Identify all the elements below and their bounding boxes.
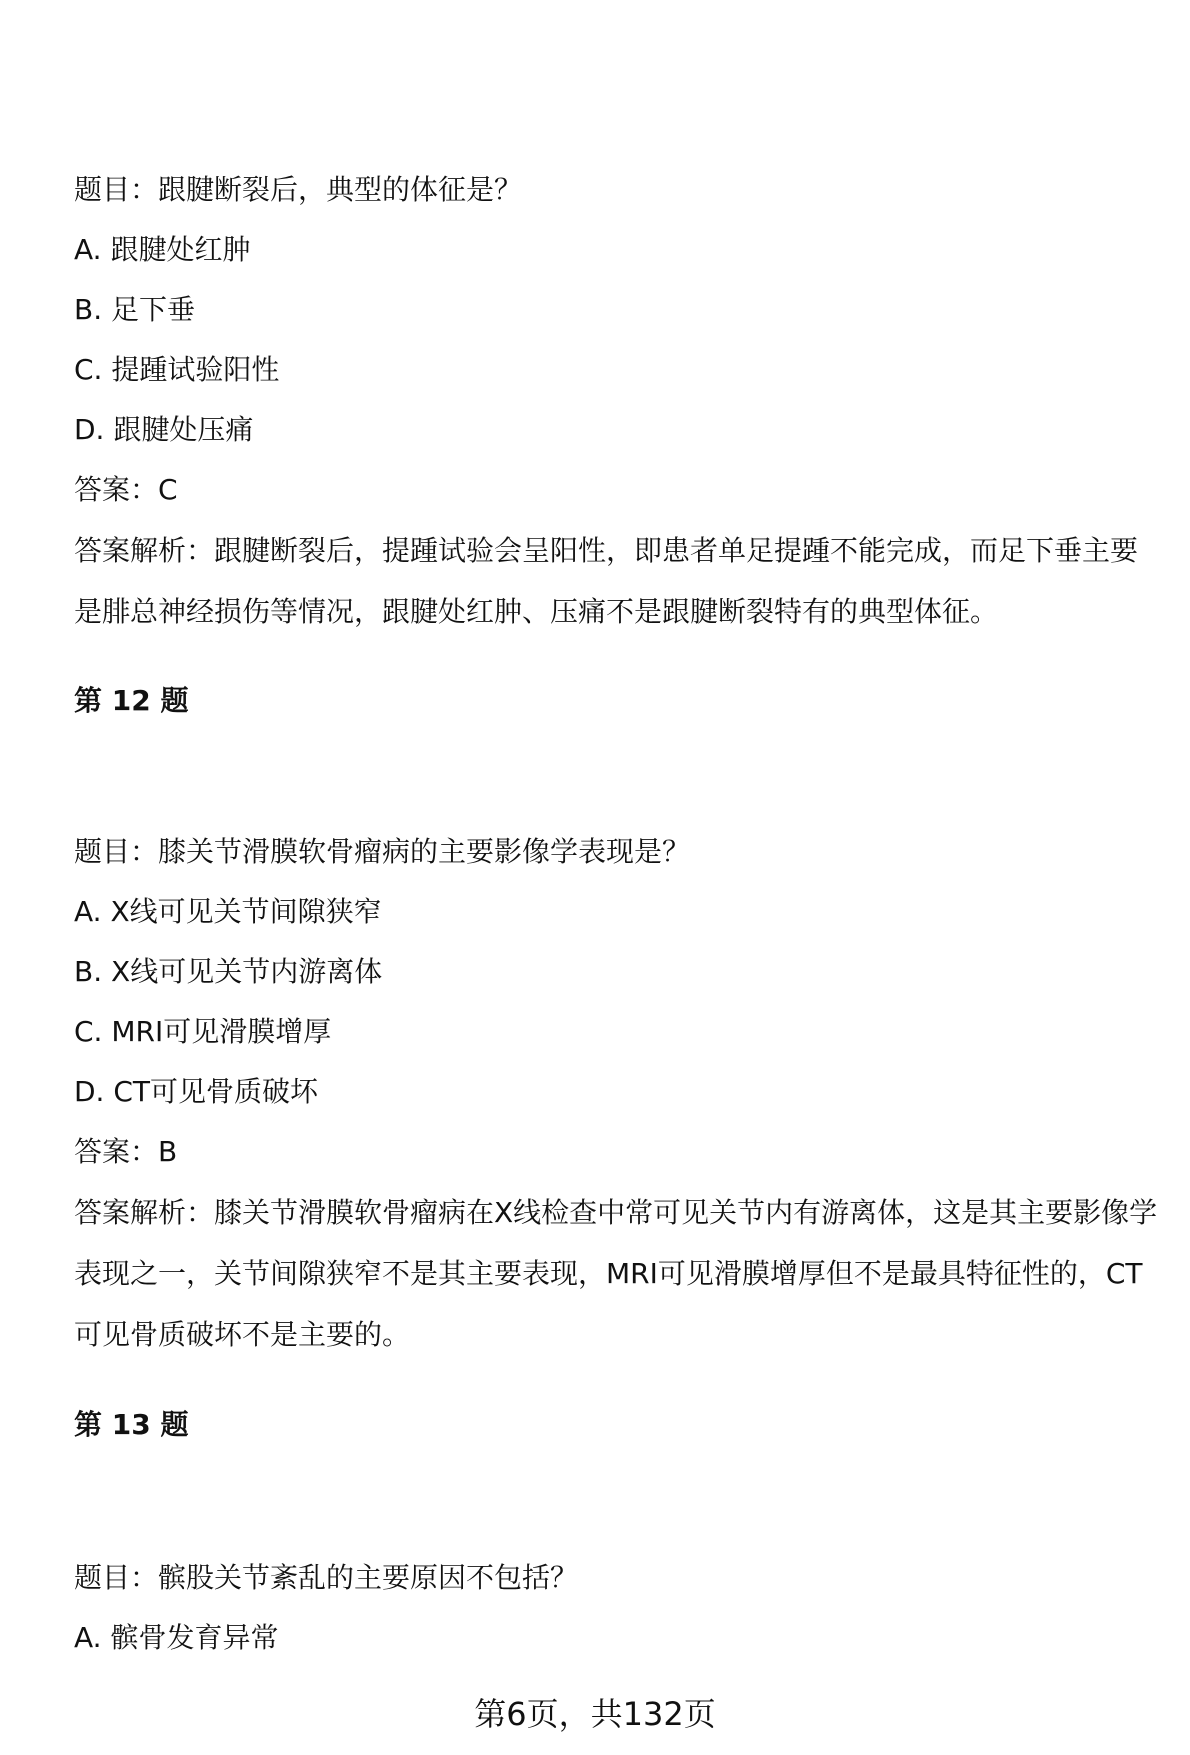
q11-explanation: 答案解析：跟腱断裂后，提踵试验会呈阳性，即患者单足提踵不能完成，而足下垂主要是腓总神经损伤等情况，跟腱处红肿、压痛不是跟腱断裂特有的典型体征。 [74,534,1139,628]
q11-question: 题目：跟腱断裂后，典型的体征是？ [74,173,523,206]
q13-option-a: A. 髌骨发育异常 [74,1621,279,1654]
q13-question: 题目：髌股关节紊乱的主要原因不包括？ [74,1561,579,1594]
q11-option-b: B. 足下垂 [74,293,196,326]
q11-option-d: D. 跟腱处压痛 [74,413,254,446]
q12-option-a: A. X线可见关节间隙狭窄 [74,895,382,928]
q12-option-c: C. MRI可见滑膜增厚 [74,1015,332,1048]
q12-answer: 答案：B [74,1135,178,1168]
q11-option-a: A. 跟腱处红肿 [74,233,251,266]
q13-heading: 第 13 题 [74,1408,189,1441]
q11-answer: 答案：C [74,473,178,506]
q12-question: 题目：膝关节滑膜软骨瘤病的主要影像学表现是？ [74,835,691,868]
q12-explanation: 答案解析：膝关节滑膜软骨瘤病在X线检查中常可见关节内有游离体，这是其主要影像学表现之一，关节间隙狭窄不是其主要表现，MRI可见滑膜增厚但不是最具特征性的，CT可见骨质破坏不是主要的。 [74,1196,1158,1351]
q12-option-b: B. X线可见关节内游离体 [74,955,383,988]
q12-option-d: D. CT可见骨质破坏 [74,1075,319,1108]
page-number: 第6页，共132页 [474,1695,716,1733]
q12-heading: 第 12 题 [74,684,189,717]
q11-option-c: C. 提踵试验阳性 [74,353,280,386]
